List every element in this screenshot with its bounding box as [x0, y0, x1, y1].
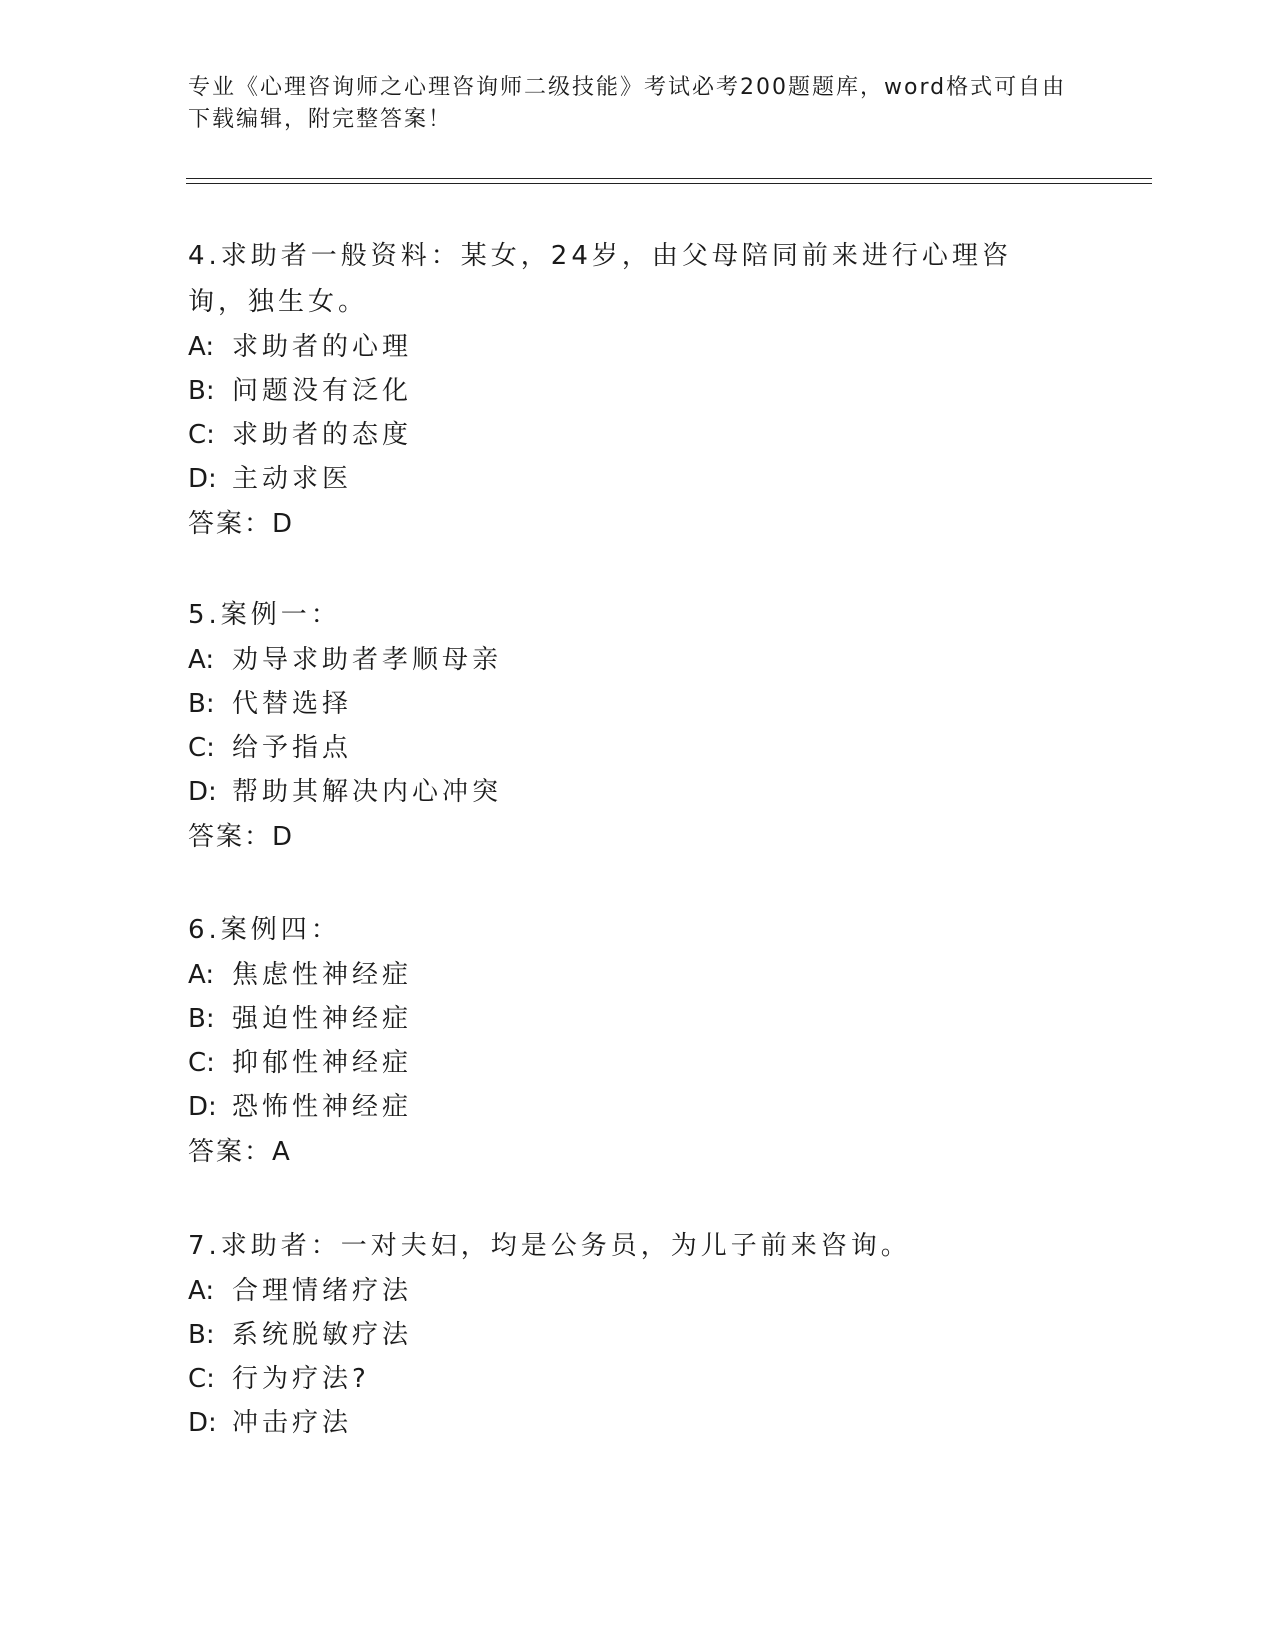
option-d — [188, 1401, 1068, 1445]
header-divider-top — [186, 178, 1152, 179]
option-text: 焦虑性神经症 — [232, 960, 413, 990]
question-7 — [188, 1223, 1068, 1445]
option-a — [188, 638, 1068, 682]
option-text: 求助者的心理 — [232, 332, 413, 362]
option-text: 冲击疗法 — [232, 1408, 353, 1438]
option-d — [188, 1085, 1068, 1129]
option-letter: B: — [188, 1320, 215, 1350]
option-letter: D: — [188, 1092, 217, 1122]
option-letter: C: — [188, 733, 215, 763]
option-letter: A: — [188, 1276, 215, 1306]
option-letter: D: — [188, 777, 217, 807]
option-a — [188, 325, 1068, 369]
option-text: 问题没有泛化 — [232, 376, 413, 406]
option-a — [188, 1269, 1068, 1313]
option-text: 行为疗法? — [232, 1364, 370, 1394]
option-c — [188, 1357, 1068, 1401]
option-letter: C: — [188, 1048, 215, 1078]
option-b — [188, 682, 1068, 726]
question-stem: 6.案例四： — [188, 915, 341, 945]
option-b — [188, 1313, 1068, 1357]
question-stem: 7.求助者：一对夫妇，均是公务员，为儿子前来咨询。 — [188, 1231, 911, 1261]
question-stem: 5.案例一： — [188, 600, 341, 630]
option-text: 合理情绪疗法 — [232, 1276, 413, 1306]
option-b — [188, 369, 1068, 413]
option-letter: C: — [188, 420, 215, 450]
option-letter: B: — [188, 376, 215, 406]
option-letter: D: — [188, 1408, 217, 1438]
option-letter: A: — [188, 332, 215, 362]
option-text: 系统脱敏疗法 — [232, 1320, 413, 1350]
question-5 — [188, 592, 1068, 860]
option-text: 恐怖性神经症 — [232, 1092, 413, 1122]
answer-line: 答案：A — [188, 1137, 292, 1167]
option-letter: B: — [188, 1004, 215, 1034]
option-text: 抑郁性神经症 — [232, 1048, 413, 1078]
question-6 — [188, 907, 1068, 1175]
option-letter: A: — [188, 960, 215, 990]
answer-line: 答案：D — [188, 822, 295, 852]
option-letter: A: — [188, 645, 215, 675]
option-d — [188, 457, 1068, 501]
option-text: 主动求医 — [232, 464, 353, 494]
option-letter: C: — [188, 1364, 215, 1394]
question-stem: 4.求助者一般资料：某女，24岁，由父母陪同前来进行心理咨询，独生女。 — [188, 241, 1012, 317]
option-text: 求助者的态度 — [232, 420, 413, 450]
option-c — [188, 1041, 1068, 1085]
option-d — [188, 770, 1068, 814]
document-header: 专业《心理咨询师之心理咨询师二级技能》考试必考200题题库，word格式可自由下载编辑，附完整答案！ — [188, 75, 1067, 132]
option-b — [188, 997, 1068, 1041]
option-text: 劝导求助者孝顺母亲 — [232, 645, 503, 675]
option-c — [188, 413, 1068, 457]
option-text: 强迫性神经症 — [232, 1004, 413, 1034]
answer-line: 答案：D — [188, 509, 295, 539]
question-4 — [188, 233, 1068, 547]
option-text: 代替选择 — [232, 689, 353, 719]
option-letter: B: — [188, 689, 215, 719]
option-letter: D: — [188, 464, 217, 494]
option-text: 帮助其解决内心冲突 — [232, 777, 503, 807]
option-text: 给予指点 — [232, 733, 353, 763]
option-c — [188, 726, 1068, 770]
header-divider-bottom — [186, 183, 1152, 184]
option-a — [188, 953, 1068, 997]
